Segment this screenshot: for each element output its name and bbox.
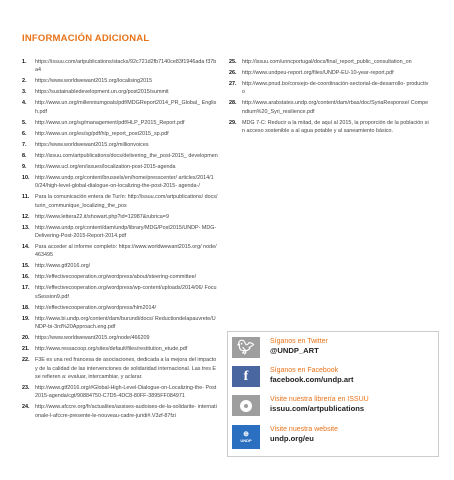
reference-text[interactable]: http://www.undp.org/content/dam/undp/library/MDG/Post2015/UNDP- MDG-Delivering-Post-2015-Report-2014.pdf bbox=[35, 224, 217, 240]
reference-text[interactable]: http://www.ucl.org/en/issues/localization-post-2015-agenda bbox=[35, 163, 176, 170]
reference-text[interactable]: F3E es una red francesa de asociaciones, dedicada a la mejora del impacto y de la calidad de las intervenciones de solidaridad internacional. Las tres E se refieren a: evaluar, intercambiar, y aclarar. bbox=[35, 357, 217, 381]
reference-text[interactable]: http://www.afccre.org/fr/actualites/assises-audoises-de-la-solidarite- internationale-l-afccre-presente-le-nouveau-cadre-juridi#.V3zf-87fzi bbox=[35, 404, 217, 419]
reference-text[interactable]: Para acceder al informe completo: https://www.worldwewant2015.org/ node/463495 bbox=[35, 244, 217, 259]
reference-item bbox=[22, 356, 218, 381]
reference-number: 14. bbox=[22, 244, 30, 251]
reference-item bbox=[22, 88, 218, 96]
reference-number: 20. bbox=[22, 335, 30, 342]
reference-text[interactable]: https://www.worldwewant2015.org/node/466209 bbox=[35, 335, 150, 342]
social-twitter-row[interactable] bbox=[232, 337, 328, 358]
reference-number: 18. bbox=[22, 304, 30, 311]
reference-text[interactable]: http://www.undpeu-report.org/files/UNDP-EU-10-year-report.pdf bbox=[242, 70, 394, 76]
reference-item bbox=[22, 141, 218, 149]
reference-number: 6. bbox=[22, 130, 27, 137]
reference-item bbox=[22, 224, 218, 241]
reference-item bbox=[22, 284, 218, 301]
reference-item bbox=[22, 262, 218, 270]
reference-number: 2. bbox=[22, 78, 27, 85]
reference-item bbox=[22, 345, 218, 353]
twitter-handle[interactable]: @UNDP_ART bbox=[270, 346, 319, 355]
reference-text[interactable]: http://www.un.org/millenniumgoals/pdf/MDGReport2014_PR_Global_ English.pdf bbox=[35, 100, 217, 115]
undp-logo-icon: ⊕ UNDP bbox=[232, 425, 260, 449]
reference-text[interactable]: http://www.arabstates.undp.org/content/dam/rbas/doc/SyriaResponse/ Compendium%20_Syri_resilience.pdf bbox=[242, 100, 429, 115]
reference-text[interactable]: http://www.lettera22.it/showart.php?id=12987&rubrica=9 bbox=[35, 213, 169, 220]
reference-text[interactable]: http://effectivecooperation.org/wordpress/about/steering-committee/ bbox=[35, 274, 197, 281]
reference-number: 22. bbox=[22, 357, 30, 364]
reference-number: 3. bbox=[22, 89, 27, 96]
issuu-icon bbox=[232, 395, 260, 416]
reference-number: 11. bbox=[22, 194, 30, 201]
reference-item bbox=[229, 80, 429, 97]
reference-number: 24. bbox=[22, 404, 30, 411]
social-facebook-row[interactable] bbox=[232, 366, 354, 387]
social-issuu-row[interactable] bbox=[232, 395, 369, 416]
reference-item bbox=[229, 58, 429, 66]
reference-item bbox=[22, 130, 218, 138]
twitter-bird-icon: 🐦︎ bbox=[232, 337, 260, 358]
reference-text[interactable]: MDG 7-C: Reducir a la mitad, de aquí al 2015, la proporción de la población sin acceso sostenible a al agua potable y al saneamiento básico. bbox=[242, 119, 429, 135]
reference-text[interactable]: https://sustainabledevelopment.un.org/post2015/summit bbox=[35, 89, 169, 96]
reference-item bbox=[229, 99, 429, 116]
reference-number: 8. bbox=[22, 152, 27, 159]
undp-logo-text: UNDP bbox=[240, 437, 252, 443]
reference-item bbox=[22, 273, 218, 281]
reference-number: 19. bbox=[22, 315, 30, 322]
reference-number: 13. bbox=[22, 224, 30, 231]
reference-text[interactable]: http://www.gtf2016.org/#Global-High-Level-Dialogue-on-Localizing-the- Post2015-agenda/cgt/90884750-C7D5-4DC8-80FF-3895FF084971 bbox=[35, 385, 217, 400]
reference-item bbox=[22, 163, 218, 171]
reference-item bbox=[22, 304, 218, 312]
reference-item bbox=[22, 119, 218, 127]
reference-number: 27. bbox=[229, 81, 237, 87]
reference-number: 21. bbox=[22, 346, 30, 353]
reference-number: 9. bbox=[22, 163, 27, 170]
reference-text[interactable]: https://www.worldwewant2015.org/localising2015 bbox=[35, 78, 153, 85]
reference-item bbox=[22, 315, 218, 332]
reference-text[interactable]: Para la comunicación entera de Turín: http://issuu.com/artpublications/ docs/turin_communique_localizing_the_pos bbox=[35, 194, 218, 209]
reference-item bbox=[229, 69, 429, 77]
facebook-link[interactable]: facebook.com/undp.art bbox=[270, 375, 354, 384]
section-title: INFORMACIÓN ADICIONAL bbox=[22, 33, 150, 44]
reference-number: 5. bbox=[22, 119, 27, 126]
reference-number: 1. bbox=[22, 59, 27, 65]
reference-item bbox=[22, 77, 218, 85]
website-label: Visite nuestra website bbox=[270, 426, 338, 433]
reference-number: 12. bbox=[22, 213, 30, 220]
reference-number: 25. bbox=[229, 59, 237, 65]
reference-text[interactable]: http://www.undp.org/content/brussels/en/home/presscenter/ articles/2014/10/24/high-level-global-dialogue-on-localizing-the-post-2015- agenda-/ bbox=[35, 174, 214, 190]
reference-text[interactable]: http://issuu.com/unncportugal/docs/final_report_public_consultation_on bbox=[242, 59, 412, 65]
references-left-column bbox=[22, 58, 218, 423]
references-right-column bbox=[229, 58, 429, 138]
reference-item bbox=[22, 193, 218, 210]
social-website-row[interactable] bbox=[232, 425, 338, 449]
reference-text[interactable]: http://www.un.org/es/sg/pdf/hlp_report_post2015_sp.pdf bbox=[35, 130, 169, 137]
reference-text[interactable]: http://www.pnud.bo/consejo-de-coordinación-sectorial-de-desarrollo- productivo bbox=[242, 81, 429, 96]
reference-number: 10. bbox=[22, 174, 30, 181]
reference-text[interactable]: http://www.ressacoop.org/sites/default/files/restitution_etude.pdf bbox=[35, 346, 188, 353]
reference-number: 7. bbox=[22, 141, 27, 148]
reference-item bbox=[22, 334, 218, 342]
facebook-f-icon: f bbox=[232, 366, 260, 387]
reference-number: 29. bbox=[229, 119, 237, 126]
reference-text[interactable]: http://www.bi.undp.org/content/dam/burundi/docs/ Reductiondelapauvrete/UNDP-bi-3rd%20Approach.eng.pdf bbox=[35, 315, 216, 331]
reference-text[interactable]: http://effectivecooperation.org/wordpress/hlm2014/ bbox=[35, 304, 156, 311]
reference-text[interactable]: https://issuu.com/artpublications/stacks/92c721d2fb7140ce83f1946ada f37ba4 bbox=[35, 59, 217, 74]
social-links-box bbox=[227, 331, 439, 457]
reference-item bbox=[22, 174, 218, 191]
reference-text[interactable]: http://effectivecooperation.org/wordpress/wp-content/uploads/2014/06/ FocusSession9.pdf bbox=[35, 285, 217, 300]
reference-number: 15. bbox=[22, 263, 30, 270]
facebook-label: Síganos en Facebook bbox=[270, 367, 339, 374]
reference-number: 28. bbox=[229, 100, 237, 107]
reference-item bbox=[22, 58, 218, 75]
reference-number: 26. bbox=[229, 70, 237, 76]
reference-text[interactable]: http://www.un.org/sg/management/pdf/HLP_P2015_Report.pdf bbox=[35, 119, 185, 126]
reference-number: 23. bbox=[22, 385, 30, 392]
reference-text[interactable]: http://issuu.com/artpublications/docs/delivering_the_post-2015_ developmen bbox=[35, 152, 218, 159]
reference-item bbox=[22, 243, 218, 260]
reference-item bbox=[22, 213, 218, 221]
reference-number: 17. bbox=[22, 285, 30, 292]
twitter-label: Síganos en Twitter bbox=[270, 338, 328, 345]
reference-text[interactable]: http://www.gtf2016.org/ bbox=[35, 263, 91, 270]
reference-text[interactable]: https://www.worldwewant2015.org/millionvoices bbox=[35, 141, 149, 148]
reference-number: 4. bbox=[22, 100, 27, 107]
reference-item bbox=[22, 384, 218, 401]
reference-item bbox=[22, 403, 218, 420]
issuu-label: Visite nuestra librería en ISSUU bbox=[270, 396, 369, 403]
reference-item bbox=[22, 99, 218, 116]
issuu-link[interactable]: issuu.com/artpublications bbox=[270, 404, 365, 413]
reference-item bbox=[229, 119, 429, 136]
reference-item bbox=[22, 152, 218, 160]
reference-number: 16. bbox=[22, 274, 30, 281]
website-link[interactable]: undp.org/eu bbox=[270, 434, 314, 443]
